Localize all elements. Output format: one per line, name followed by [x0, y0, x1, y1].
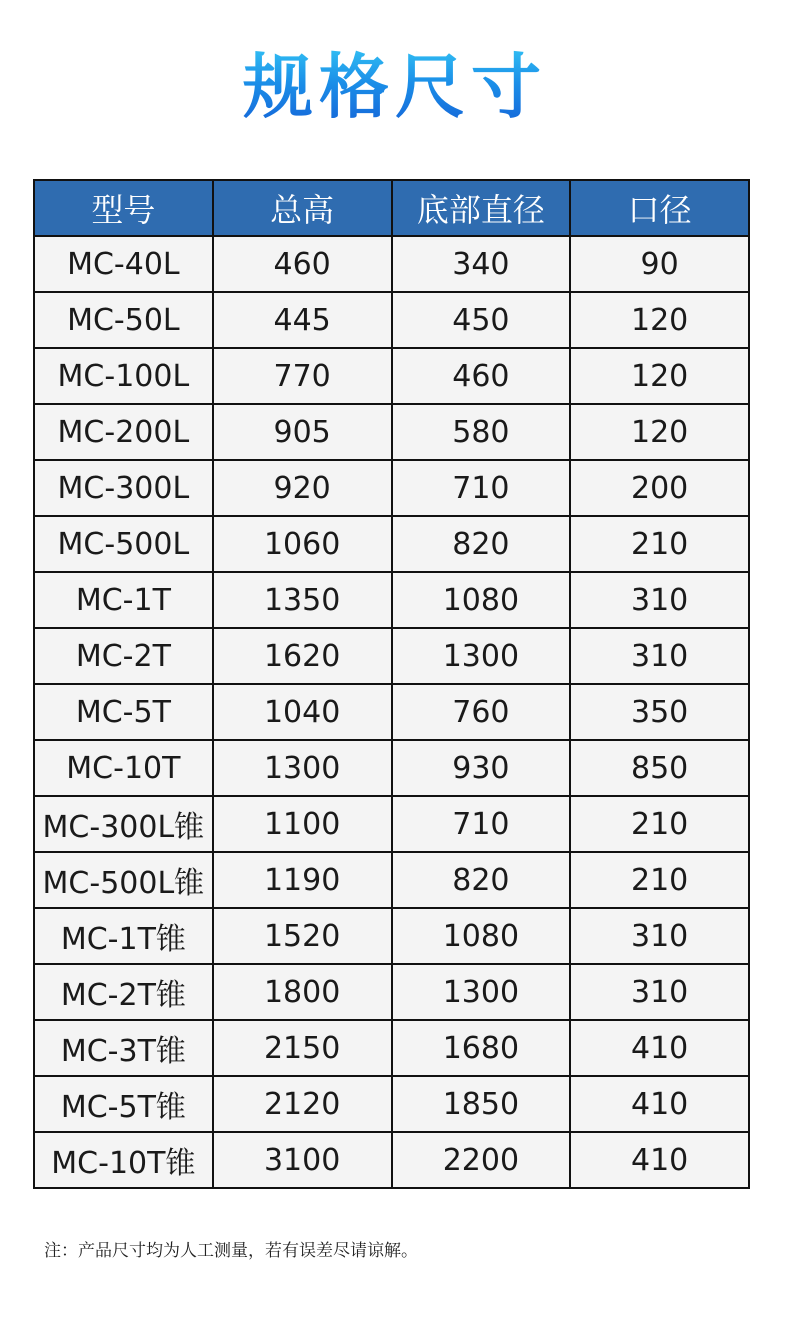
cell-bottom-diameter: 340 [392, 236, 571, 292]
cell-bottom-diameter: 460 [392, 348, 571, 404]
table-row [34, 964, 749, 1020]
table-header-row [34, 180, 749, 236]
cell-model: MC-5T锥 [34, 1076, 213, 1132]
table-row [34, 572, 749, 628]
cell-total-height: 1350 [213, 572, 392, 628]
cell-model: MC-10T锥 [34, 1132, 213, 1188]
cell-model: MC-100L [34, 348, 213, 404]
measurement-note: 注：产品尺寸均为人工测量，若有误差尽请谅解。 [44, 1241, 418, 1261]
cell-mouth-diameter: 90 [570, 236, 749, 292]
table-row [34, 1132, 749, 1188]
cell-mouth-diameter: 120 [570, 404, 749, 460]
cell-model: MC-500L [34, 516, 213, 572]
column-header-model: 型号 [34, 180, 213, 236]
cell-mouth-diameter: 850 [570, 740, 749, 796]
cell-mouth-diameter: 410 [570, 1020, 749, 1076]
cell-bottom-diameter: 710 [392, 460, 571, 516]
cell-mouth-diameter: 200 [570, 460, 749, 516]
cell-bottom-diameter: 450 [392, 292, 571, 348]
cell-bottom-diameter: 820 [392, 516, 571, 572]
cell-bottom-diameter: 1080 [392, 572, 571, 628]
table-row [34, 1020, 749, 1076]
cell-bottom-diameter: 760 [392, 684, 571, 740]
cell-model: MC-200L [34, 404, 213, 460]
cell-total-height: 1100 [213, 796, 392, 852]
cell-mouth-diameter: 310 [570, 628, 749, 684]
spec-table [33, 179, 750, 1189]
table-row [34, 908, 749, 964]
cell-total-height: 3100 [213, 1132, 392, 1188]
table-row [34, 684, 749, 740]
cell-mouth-diameter: 410 [570, 1076, 749, 1132]
cell-mouth-diameter: 210 [570, 796, 749, 852]
page-title: 规格尺寸 [0, 42, 790, 132]
cell-total-height: 920 [213, 460, 392, 516]
cell-mouth-diameter: 120 [570, 348, 749, 404]
cell-total-height: 770 [213, 348, 392, 404]
table-row [34, 516, 749, 572]
column-header-bottom-diameter: 底部直径 [392, 180, 571, 236]
cell-model: MC-50L [34, 292, 213, 348]
column-header-mouth-diameter: 口径 [570, 180, 749, 236]
cell-mouth-diameter: 210 [570, 852, 749, 908]
cell-bottom-diameter: 1850 [392, 1076, 571, 1132]
cell-bottom-diameter: 1680 [392, 1020, 571, 1076]
cell-mouth-diameter: 410 [570, 1132, 749, 1188]
table-row [34, 460, 749, 516]
cell-model: MC-1T锥 [34, 908, 213, 964]
cell-model: MC-300L [34, 460, 213, 516]
cell-total-height: 1190 [213, 852, 392, 908]
cell-bottom-diameter: 1080 [392, 908, 571, 964]
cell-total-height: 2150 [213, 1020, 392, 1076]
table-row [34, 292, 749, 348]
cell-model: MC-10T [34, 740, 213, 796]
table-row [34, 628, 749, 684]
cell-total-height: 1300 [213, 740, 392, 796]
column-header-total-height: 总高 [213, 180, 392, 236]
table-row [34, 1076, 749, 1132]
cell-model: MC-2T锥 [34, 964, 213, 1020]
cell-model: MC-3T锥 [34, 1020, 213, 1076]
cell-total-height: 1040 [213, 684, 392, 740]
cell-bottom-diameter: 1300 [392, 964, 571, 1020]
cell-total-height: 1060 [213, 516, 392, 572]
cell-mouth-diameter: 310 [570, 572, 749, 628]
cell-mouth-diameter: 310 [570, 964, 749, 1020]
cell-bottom-diameter: 820 [392, 852, 571, 908]
cell-mouth-diameter: 210 [570, 516, 749, 572]
cell-total-height: 1520 [213, 908, 392, 964]
cell-bottom-diameter: 1300 [392, 628, 571, 684]
cell-bottom-diameter: 2200 [392, 1132, 571, 1188]
cell-total-height: 1620 [213, 628, 392, 684]
cell-total-height: 905 [213, 404, 392, 460]
cell-mouth-diameter: 350 [570, 684, 749, 740]
cell-bottom-diameter: 710 [392, 796, 571, 852]
table-row [34, 236, 749, 292]
cell-mouth-diameter: 120 [570, 292, 749, 348]
cell-model: MC-40L [34, 236, 213, 292]
cell-model: MC-1T [34, 572, 213, 628]
cell-bottom-diameter: 930 [392, 740, 571, 796]
cell-total-height: 1800 [213, 964, 392, 1020]
table-row [34, 404, 749, 460]
cell-mouth-diameter: 310 [570, 908, 749, 964]
table-row [34, 740, 749, 796]
table-row [34, 348, 749, 404]
cell-model: MC-500L锥 [34, 852, 213, 908]
cell-model: MC-5T [34, 684, 213, 740]
cell-total-height: 445 [213, 292, 392, 348]
table-row [34, 852, 749, 908]
cell-total-height: 2120 [213, 1076, 392, 1132]
table-row [34, 796, 749, 852]
cell-model: MC-300L锥 [34, 796, 213, 852]
cell-bottom-diameter: 580 [392, 404, 571, 460]
cell-total-height: 460 [213, 236, 392, 292]
table-body [34, 236, 749, 1188]
cell-model: MC-2T [34, 628, 213, 684]
